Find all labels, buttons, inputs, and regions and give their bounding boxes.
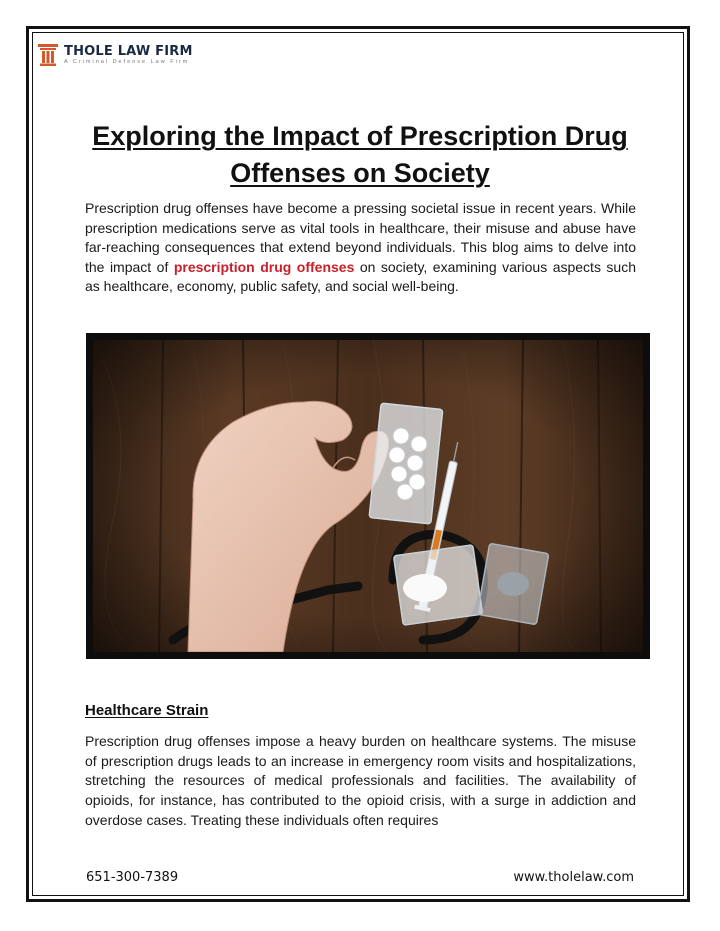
pillar-logo-icon (38, 44, 58, 66)
hand-pills-handcuffs-image (93, 340, 643, 652)
section-heading: Healthcare Strain (85, 702, 209, 719)
feature-photo (86, 333, 650, 659)
footer-phone[interactable]: 651-300-7389 (86, 870, 179, 885)
page-title: Exploring the Impact of Prescription Drug Offenses on Society (92, 121, 628, 189)
intro-text-start: Prescription drug offenses have become a pressing societal issue in recent years. While prescription medications serve as vital tools in healthcare, their misuse and abuse have far-reaching consequences that extend beyond individuals. This blog aims to delve into the impact of (85, 200, 636, 275)
firm-name: THOLE LAW FIRM (64, 43, 193, 59)
footer-website[interactable]: www.tholelaw.com (513, 870, 634, 885)
firm-logo[interactable] (38, 44, 193, 66)
firm-tagline: A Criminal Defense Law Firm (64, 58, 190, 65)
intro-paragraph (85, 199, 636, 297)
intro-text-end: on society, examining various aspects such as healthcare, economy, public safety, and social well-being. (85, 258, 636, 294)
prescription-drug-offenses-link[interactable]: prescription drug offenses (173, 258, 355, 275)
section-paragraph: Prescription drug offenses impose a heavy burden on healthcare systems. The misuse of prescription drugs leads to an increase in emergency room visits and hospitalizations, stretching the resources of medical professionals and facilities. The availability of opioids, for instance, has contributed to the opioid crisis, with a surge in addiction and overdose cases. Treating these individuals often requires (85, 733, 636, 828)
